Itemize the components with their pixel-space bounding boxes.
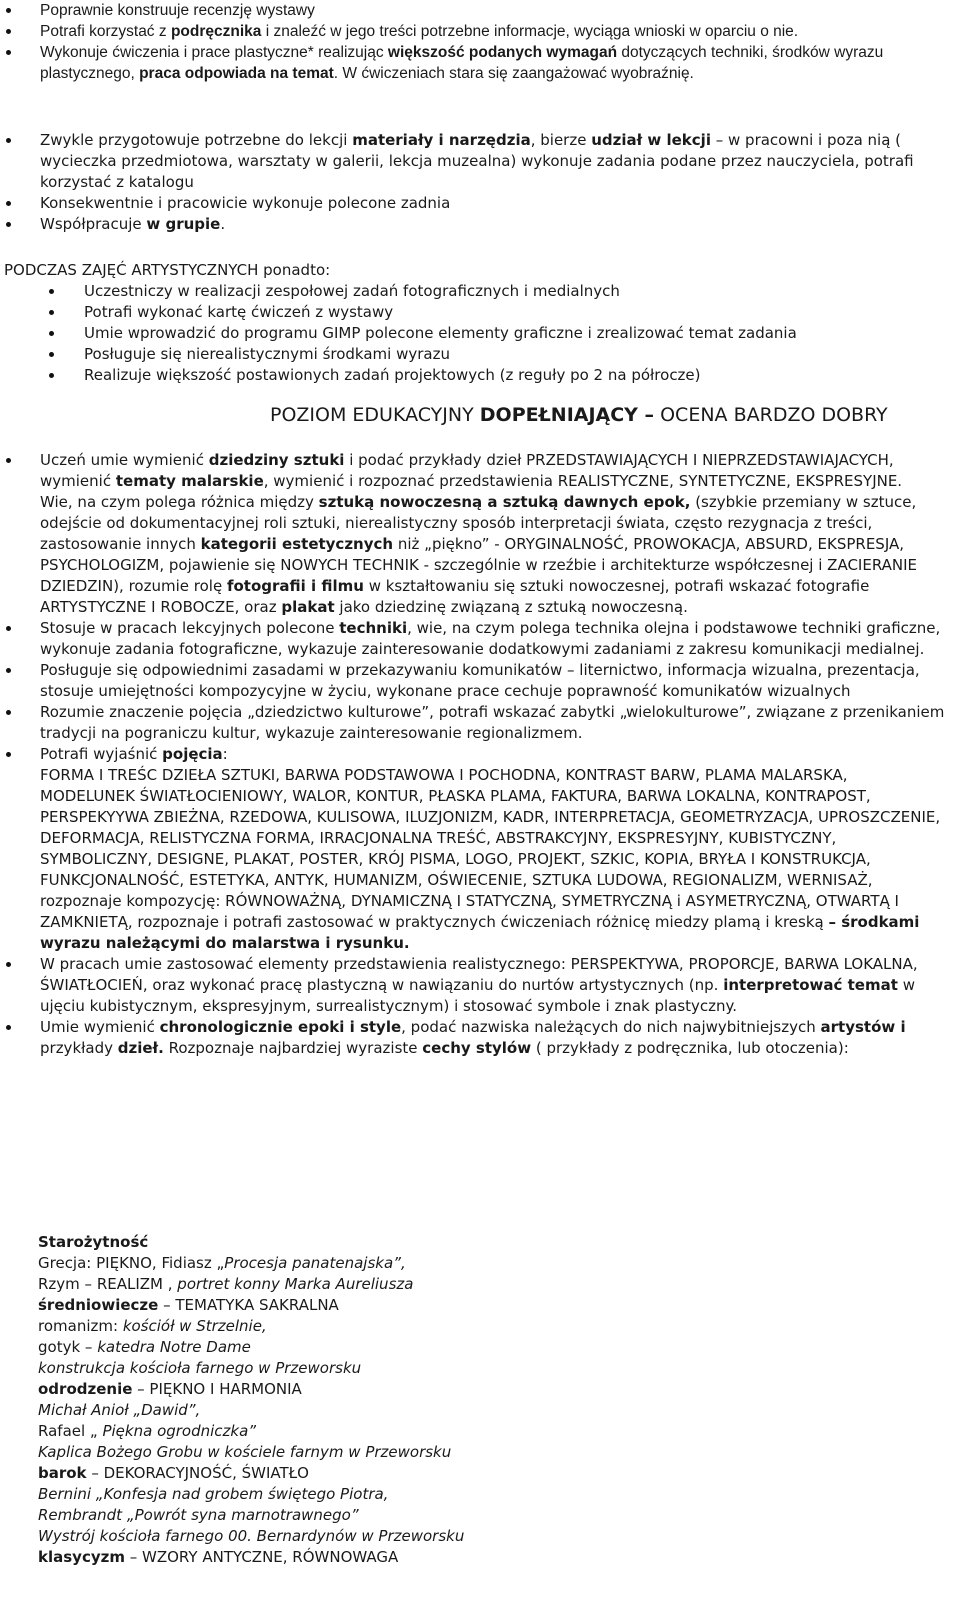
- text-run: Rzym – REALIZM ,: [38, 1275, 178, 1293]
- text-run: Starożytność: [38, 1233, 149, 1251]
- epoch-line: [38, 1358, 938, 1379]
- text-run: Rozumie znaczenie pojęcia „dziedzictwo kulturowe”, potrafi wskazać zabytki „wielokulturowe”, związane z przenikaniem tradycji na pograniczu kultur, wykazuje zainteresowanie regionalizmem.: [40, 703, 945, 742]
- text-run: Kaplica Bożego Grobu w kościele farnym w Przeworsku: [38, 1443, 452, 1461]
- list-item: [0, 214, 960, 235]
- text-run: średniowiecze: [38, 1296, 159, 1314]
- art-activities-section: [4, 260, 954, 386]
- text-run: interpretować temat: [723, 976, 898, 994]
- text-run: – w pracowni i poza nią ( wycieczka przedmiotowa, warsztaty w galerii, lekcja muzealna) wykonuje zadania podane przez nauczyciela, potrafi korzystać z katalogu: [40, 131, 914, 191]
- list-item: [0, 130, 960, 193]
- list-item: Potrafi wykonać kartę ćwiczeń z wystawy: [4, 302, 954, 323]
- text-run: udział w lekcji: [591, 131, 711, 149]
- epoch-line: [38, 1274, 938, 1295]
- epoch-line: [38, 1295, 938, 1316]
- level-requirements: [0, 450, 960, 1059]
- text-run: chronologicznie epoki i style: [159, 1018, 402, 1036]
- epoch-line: [38, 1442, 938, 1463]
- text-run: jako dziedzinę związaną z sztuką nowoczesną.: [334, 598, 688, 616]
- text-run: – TEMATYKA SAKRALNA: [158, 1296, 339, 1314]
- list-item: [0, 450, 960, 618]
- text-run: katedra Notre Dame: [97, 1338, 251, 1356]
- text-run: – DEKORACYJNOŚĆ, ŚWIATŁO: [86, 1464, 309, 1482]
- text-run: techniki: [339, 619, 408, 637]
- list-item: [0, 0, 960, 21]
- text-run: Rembrandt „Powrót syna marnotrawnego”: [38, 1506, 359, 1524]
- text-run: Współpracuje: [40, 215, 147, 233]
- epoch-line: [38, 1505, 938, 1526]
- text-run: dziedziny sztuki: [208, 451, 345, 469]
- item-continuation: [40, 765, 946, 954]
- text-run: większość podanych wymagań: [387, 44, 618, 61]
- text-run: w grupie: [146, 215, 221, 233]
- text-run: – WZORY ANTYCZNE, RÓWNOWAGA: [124, 1548, 399, 1566]
- text-run: przykłady: [40, 1039, 118, 1057]
- class-requirements-list: [0, 130, 960, 235]
- text-run: kategorii estetycznych: [200, 535, 394, 553]
- text-run: Michał Anioł „Dawid”,: [38, 1401, 201, 1419]
- text-run: Bernini „Konfesja nad grobem świętego Piotra,: [38, 1485, 389, 1503]
- text-run: (szybkie przemiany w sztuce, odejście od dokumentacyjnej roli sztuki, nierealistyczny sposób interpretacji świata, często rezygnacja z treści, zastosowanie innych: [40, 493, 917, 553]
- list-item: [0, 660, 960, 702]
- text-run: dotyczących techniki, środków wyrazu plastycznego,: [40, 44, 884, 82]
- list-item: [0, 1017, 960, 1059]
- text-run: podręcznika: [170, 23, 262, 40]
- text-run: Grecja: PIĘKNO, Fidiasz „: [38, 1254, 225, 1272]
- epoch-line: [38, 1463, 938, 1484]
- epoch-line: [38, 1379, 938, 1400]
- level-heading-suffix: OCENA BARDZO DOBRY: [654, 404, 888, 426]
- item-continuation: [40, 492, 946, 618]
- text-run: niż „piękno” - ORYGINALNOŚĆ, PROWOKACJA, ABSURD, EKSPRESJA, PSYCHOLOGIZM, pojawienie się NOWYCH TECHNIK - szczególnie w rzeźbie i architekturze współczesnej i ZACIERANIE DZIEDZIN), rozumie rolę: [40, 535, 918, 595]
- text-run: Wystrój kościoła farnego 00. Bernardynów w Przeworsku: [38, 1527, 465, 1545]
- list-item: [0, 954, 960, 1017]
- text-run: ( przykłady z podręcznika, lub otoczenia):: [531, 1039, 849, 1057]
- item-paragraph: [40, 618, 946, 660]
- text-run: Stosuje w pracach lekcyjnych polecone: [40, 619, 340, 637]
- item-paragraph: [40, 702, 946, 744]
- text-run: klasycyzm: [38, 1548, 125, 1566]
- text-run: :: [222, 745, 228, 763]
- item-paragraph: [40, 954, 946, 1017]
- epoch-line: [38, 1316, 938, 1337]
- item-paragraph: [40, 660, 946, 702]
- text-run: Wie, na czym polega różnica między: [40, 493, 319, 511]
- list-item: Realizuje większość postawionych zadań projektowych (z reguły po 2 na półrocze): [4, 365, 954, 386]
- level-heading-prefix: POZIOM EDUKACYJNY: [270, 404, 480, 426]
- list-item: Umie wprowadzić do programu GIMP polecone elementy graficzne i zrealizować temat zadania: [4, 323, 954, 344]
- top-requirements: [0, 0, 960, 84]
- text-run: FORMA I TREŚC DZIEŁA SZTUKI, BARWA PODSTAWOWA I POCHODNA, KONTRAST BARW, PLAMA MALARSKA, MODELUNEK ŚWIATŁOCIENIOWY, WALOR, KONTUR, PŁASKA PLAMA, FAKTURA, BARWA LOKALNA, KONTRAPOST, PERSPEKYYWA ZBIEŻNA, RZEDOWA, KULISOWA, ILUZJONIZM, KADR, INTERPRETACJA, GEOMETRYZACJA, UPROSZCZENIE, DEFORMACJA, RELISTYCZNA FORMA, IRRACJONALNA TREŚĆ, ABSTRAKCYJNY, EKSPRESYJNY, KUBISTYCZNY, SYMBOLICZNY, DESIGNE, PLAKAT, POSTER, KRÓJ PISMA, LOGO, PROJEKT, SZKIC, KOPIA, BRYŁA I KONSTRUKCJA, FUNKCJONALNOŚĆ, ESTETYKA, ANTYK, HUMANIZM, OŚWIECENIE, SZTUKA LUDOWA, REGIONALIZM, WERNISAŻ, rozpoznaje kompozycję: RÓWNOWAŻNĄ, DYNAMICZNĄ I STATYCZNĄ, SYMETRYCZNĄ i ASYMETRYCZNĄ, OTWARTĄ I ZAMKNIETĄ, rozpoznaje i potrafi zastosować w praktycznych ćwiczeniach różnicę miedzy plamą i kreską: [40, 766, 941, 931]
- epoch-line: [38, 1526, 938, 1547]
- text-run: , podać nazwiska należących do nich najwybitniejszych: [401, 1018, 821, 1036]
- list-item: [0, 42, 960, 84]
- epoch-line: [38, 1337, 938, 1358]
- text-run: W pracach umie zastosować elementy przedstawienia realistycznego: PERSPEKTYWA, PROPORCJE, BARWA LOKALNA, ŚWIATŁOCIEŃ, oraz wykonać pracę plastyczną w nawiązaniu do nurtów artystycznych (np.: [40, 955, 918, 994]
- item-paragraph: [40, 1017, 946, 1059]
- text-run: materiały i narzędzia: [352, 131, 531, 149]
- text-run: .: [220, 215, 226, 233]
- list-item: [0, 193, 960, 214]
- text-run: – PIĘKNO I HARMONIA: [132, 1380, 302, 1398]
- list-item: [0, 744, 960, 954]
- text-run: Potrafi korzystać z: [40, 23, 171, 40]
- text-run: i podać przykłady dzieł PRZEDSTAWIAJĄCYCH I NIEPRZEDSTAWIAJACYCH, wymienić: [40, 451, 894, 490]
- list-item: [0, 21, 960, 42]
- text-run: kościół w Strzelnie,: [122, 1317, 267, 1335]
- text-run: Procesja panatenajska”,: [224, 1254, 406, 1272]
- text-run: , wie, na czym polega technika olejna i podstawowe techniki graficzne, wykonuje zadania fotograficzne, wykazuje zainteresowanie dodatkowymi zadaniami z zakresu komunikacji medialnej.: [40, 619, 941, 658]
- level-heading-bold: DOPEŁNIAJĄCY –: [479, 404, 655, 426]
- top-requirements-list: [0, 0, 960, 84]
- art-activities-list: [4, 281, 954, 386]
- text-run: plakat: [281, 598, 335, 616]
- text-run: w ujęciu kubistycznym, ekspresyjnym, surrealistycznym) i stosować symbole i znak plastyczny.: [40, 976, 915, 1015]
- text-run: w kształtowaniu się sztuki nowoczesnej, potrafi wskazać fotografie ARTYSTYCZNE I ROBOCZE, oraz: [40, 577, 870, 616]
- epoch-line: [38, 1232, 938, 1253]
- text-run: . W ćwiczeniach stara się zaangażować wyobraźnię.: [333, 65, 694, 82]
- text-run: Zwykle przygotowuje potrzebne do lekcji: [40, 131, 353, 149]
- list-item: [0, 702, 960, 744]
- item-paragraph: [40, 744, 946, 765]
- text-run: Piękna ogrodniczka”: [102, 1422, 257, 1440]
- epoch-line: [38, 1484, 938, 1505]
- text-run: Umie wymienić: [40, 1018, 160, 1036]
- text-run: konstrukcja kościoła farnego w Przeworsku: [38, 1359, 362, 1377]
- class-requirements: [0, 130, 960, 235]
- text-run: romanizm:: [38, 1317, 123, 1335]
- text-run: artystów i: [820, 1018, 906, 1036]
- text-run: Konsekwentnie i pracowicie wykonuje polecone zadnia: [40, 194, 451, 212]
- list-item: Uczestniczy w realizacji zespołowej zadań fotograficznych i medialnych: [4, 281, 954, 302]
- level-requirements-list: [0, 450, 960, 1059]
- text-run: praca odpowiada na temat: [139, 65, 334, 82]
- epoch-line: [38, 1400, 938, 1421]
- text-run: Uczeń umie wymienić: [40, 451, 209, 469]
- text-run: Rozpoznaje najbardziej wyraziste: [163, 1039, 423, 1057]
- text-run: , wymienić i rozpoznać przedstawienia REALISTYCZNE, SYNTETYCZNE, EKSPRESYJNE.: [263, 472, 903, 490]
- text-run: – środkami wyrazu należącymi do malarstwa i rysunku.: [40, 913, 920, 952]
- epoch-line: [38, 1421, 938, 1442]
- epochs-list: [38, 1232, 938, 1568]
- text-run: pojęcia: [162, 745, 223, 763]
- text-run: barok: [38, 1464, 87, 1482]
- text-run: , bierze: [530, 131, 592, 149]
- text-run: i znaleźć w jego treści potrzebne informacje, wyciąga wnioski w oparciu o nie.: [261, 23, 799, 40]
- text-run: sztuką nowoczesną a sztuką dawnych epok,: [318, 493, 691, 511]
- text-run: tematy malarskie: [115, 472, 264, 490]
- list-item: Posługuje się nierealistycznymi środkami wyrazu: [4, 344, 954, 365]
- list-item: [0, 618, 960, 660]
- text-run: Potrafi wyjaśnić: [40, 745, 163, 763]
- epoch-line: [38, 1547, 938, 1568]
- text-run: cechy stylów: [422, 1039, 532, 1057]
- text-run: odrodzenie: [38, 1380, 133, 1398]
- text-run: gotyk –: [38, 1338, 98, 1356]
- item-paragraph: [40, 450, 946, 492]
- text-run: Wykonuje ćwiczenia i prace plastyczne* realizując: [40, 44, 388, 61]
- text-run: fotografii i filmu: [226, 577, 364, 595]
- text-run: portret konny Marka Aureliusza: [177, 1275, 414, 1293]
- art-activities-heading: PODCZAS ZAJĘĆ ARTYSTYCZNYCH ponadto:: [4, 261, 331, 279]
- level-heading: [270, 402, 888, 428]
- text-run: dzieł.: [117, 1039, 164, 1057]
- text-run: Poprawnie konstruuje recenzję wystawy: [40, 2, 315, 19]
- text-run: Posługuje się odpowiednimi zasadami w przekazywaniu komunikatów – liternictwo, informacja wizualna, prezentacja, stosuje umiejętności kompozycyjne w życiu, wykonane prace cechuje poprawność komunikatów wizualnych: [40, 661, 920, 700]
- text-run: Rafael „: [38, 1422, 103, 1440]
- epoch-line: [38, 1253, 938, 1274]
